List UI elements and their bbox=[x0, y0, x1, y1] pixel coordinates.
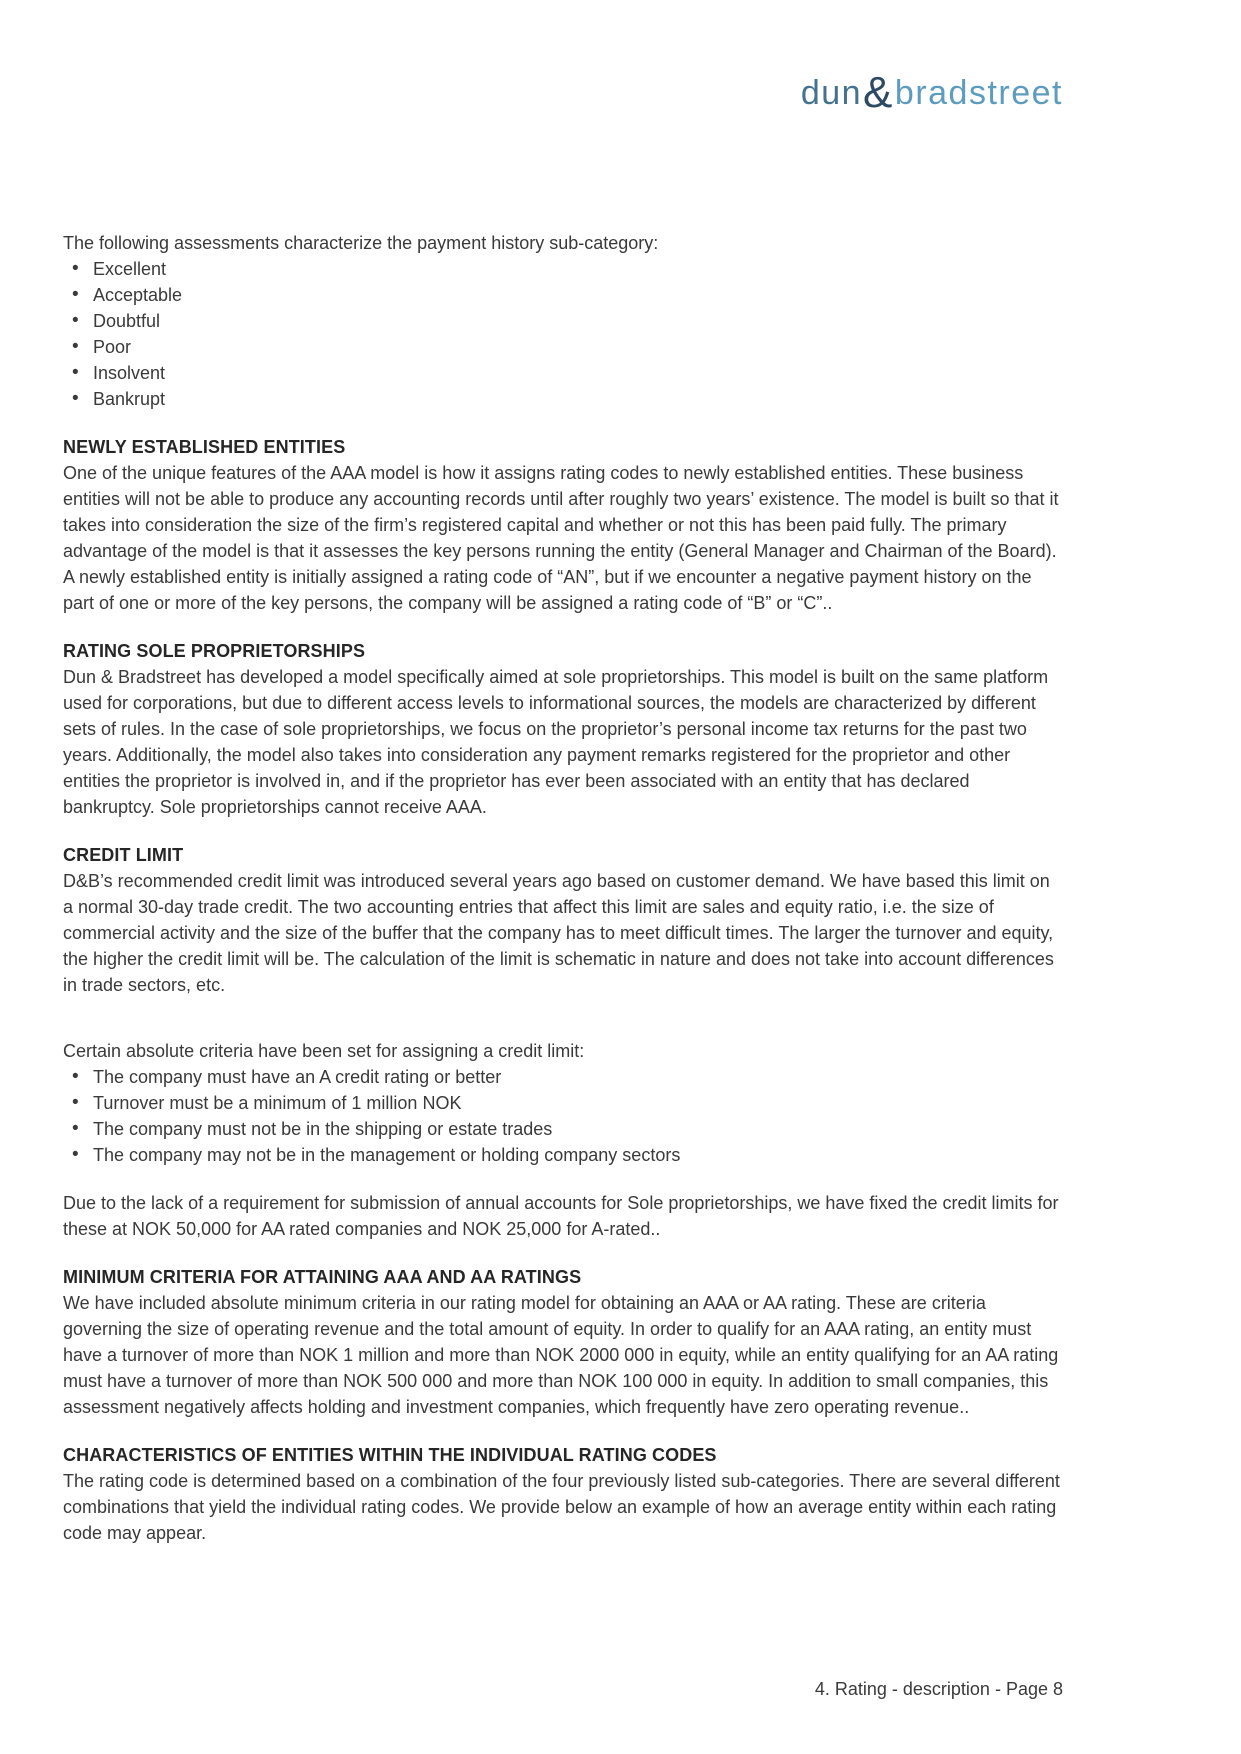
list-item: • The company must not be in the shipping or estate trades bbox=[63, 1116, 1063, 1142]
sole-proprietorship-limits-note: Due to the lack of a requirement for submission of annual accounts for Sole proprietorships, we have fixed the credit limits for these at NOK 50,000 for AA rated companies and NOK 25,000 for A-rated.. bbox=[63, 1193, 1059, 1239]
list-item: • Turnover must be a minimum of 1 million NOK bbox=[63, 1090, 1063, 1116]
paragraph-characteristics-rating-codes: The rating code is determined based on a combination of the four previously listed sub-categories. There are several different combinations that yield the individual rating codes. We provide below an example of how an average entity within each rating code may appear. bbox=[63, 1471, 1060, 1543]
heading-credit-limit: CREDIT LIMIT bbox=[63, 845, 184, 865]
credit-limit-criteria-intro: Certain absolute criteria have been set for assigning a credit limit: bbox=[63, 1041, 585, 1061]
heading-characteristics-rating-codes: CHARACTERISTICS OF ENTITIES WITHIN THE INDIVIDUAL RATING CODES bbox=[63, 1445, 717, 1465]
logo-ampersand-icon: & bbox=[863, 68, 894, 117]
page-footer: 4. Rating - description - Page 8 bbox=[814, 1679, 1063, 1699]
logo-text-dun: dun bbox=[800, 74, 863, 112]
payment-history-intro: The following assessments characterize the payment history sub-category: bbox=[63, 233, 659, 253]
list-item: • Insolvent bbox=[63, 360, 1063, 386]
heading-rating-sole-proprietorships: RATING SOLE PROPRIETORSHIPS bbox=[63, 641, 366, 661]
paragraph-credit-limit: D&B’s recommended credit limit was introduced several years ago based on customer demand. We have based this limit on a normal 30-day trade credit. The two accounting entries that affect this limit are sales and equity ratio, i.e. the size of commercial activity and the size of the buffer that the company has to meet difficult times. The larger the turnover and equity, the higher the credit limit will be. The calculation of the limit is schematic in nature and does not take into account differences in trade sectors, etc. bbox=[63, 871, 1054, 995]
list-item: • Poor bbox=[63, 334, 1063, 360]
list-item: • Acceptable bbox=[63, 282, 1063, 308]
payment-history-list bbox=[63, 256, 1063, 412]
credit-limit-criteria-list bbox=[63, 1064, 1063, 1168]
logo-text-bradstreet: bradstreet bbox=[894, 74, 1063, 112]
heading-newly-established-entities: NEWLY ESTABLISHED ENTITIES bbox=[63, 437, 346, 457]
paragraph-minimum-criteria: We have included absolute minimum criteria in our rating model for obtaining an AAA or AA rating. These are criteria governing the size of operating revenue and the total amount of equity. In order to qualify for an AAA rating, an entity must have a turnover of more than NOK 1 million and more than NOK 2000 000 in equity, while an entity qualifying for an AA rating must have a turnover of more than NOK 500 000 and more than NOK 100 000 in equity. In addition to small companies, this assessment negatively affects holding and investment companies, which frequently have zero operating revenue.. bbox=[63, 1293, 1059, 1417]
paragraph-rating-sole-proprietorships: Dun & Bradstreet has developed a model specifically aimed at sole proprietorships. This model is built on the same platform used for corporations, but due to different access levels to informational sources, the models are characterized by different sets of rules. In the case of sole proprietorships, we focus on the proprietor’s personal income tax returns for the past two years. Additionally, the model also takes into consideration any payment remarks registered for the proprietor and other entities the proprietor is involved in, and if the proprietor has ever been associated with an entity that has declared bankruptcy. Sole proprietorships cannot receive AAA. bbox=[63, 667, 1049, 817]
document-body bbox=[63, 230, 1063, 1546]
list-item: • Bankrupt bbox=[63, 386, 1063, 412]
list-item: • The company may not be in the management or holding company sectors bbox=[63, 1142, 1063, 1168]
paragraph-newly-established-entities: One of the unique features of the AAA model is how it assigns rating codes to newly established entities. These business entities will not be able to produce any accounting records until after roughly two years’ existence. The model is built so that it takes into consideration the size of the firm’s registered capital and whether or not this has been paid fully. The primary advantage of the model is that it assesses the key persons running the entity (General Manager and Chairman of the Board). A newly established entity is initially assigned a rating code of “AN”, but if we encounter a negative payment history on the part of one or more of the key persons, the company will be assigned a rating code of “B” or “C”.. bbox=[63, 463, 1059, 613]
dun-and-bradstreet-logo bbox=[801, 68, 1063, 115]
list-item: • The company must have an A credit rating or better bbox=[63, 1064, 1063, 1090]
heading-minimum-criteria: MINIMUM CRITERIA FOR ATTAINING AAA AND AA RATINGS bbox=[63, 1267, 582, 1287]
list-item: • Doubtful bbox=[63, 308, 1063, 334]
list-item: • Excellent bbox=[63, 256, 1063, 282]
